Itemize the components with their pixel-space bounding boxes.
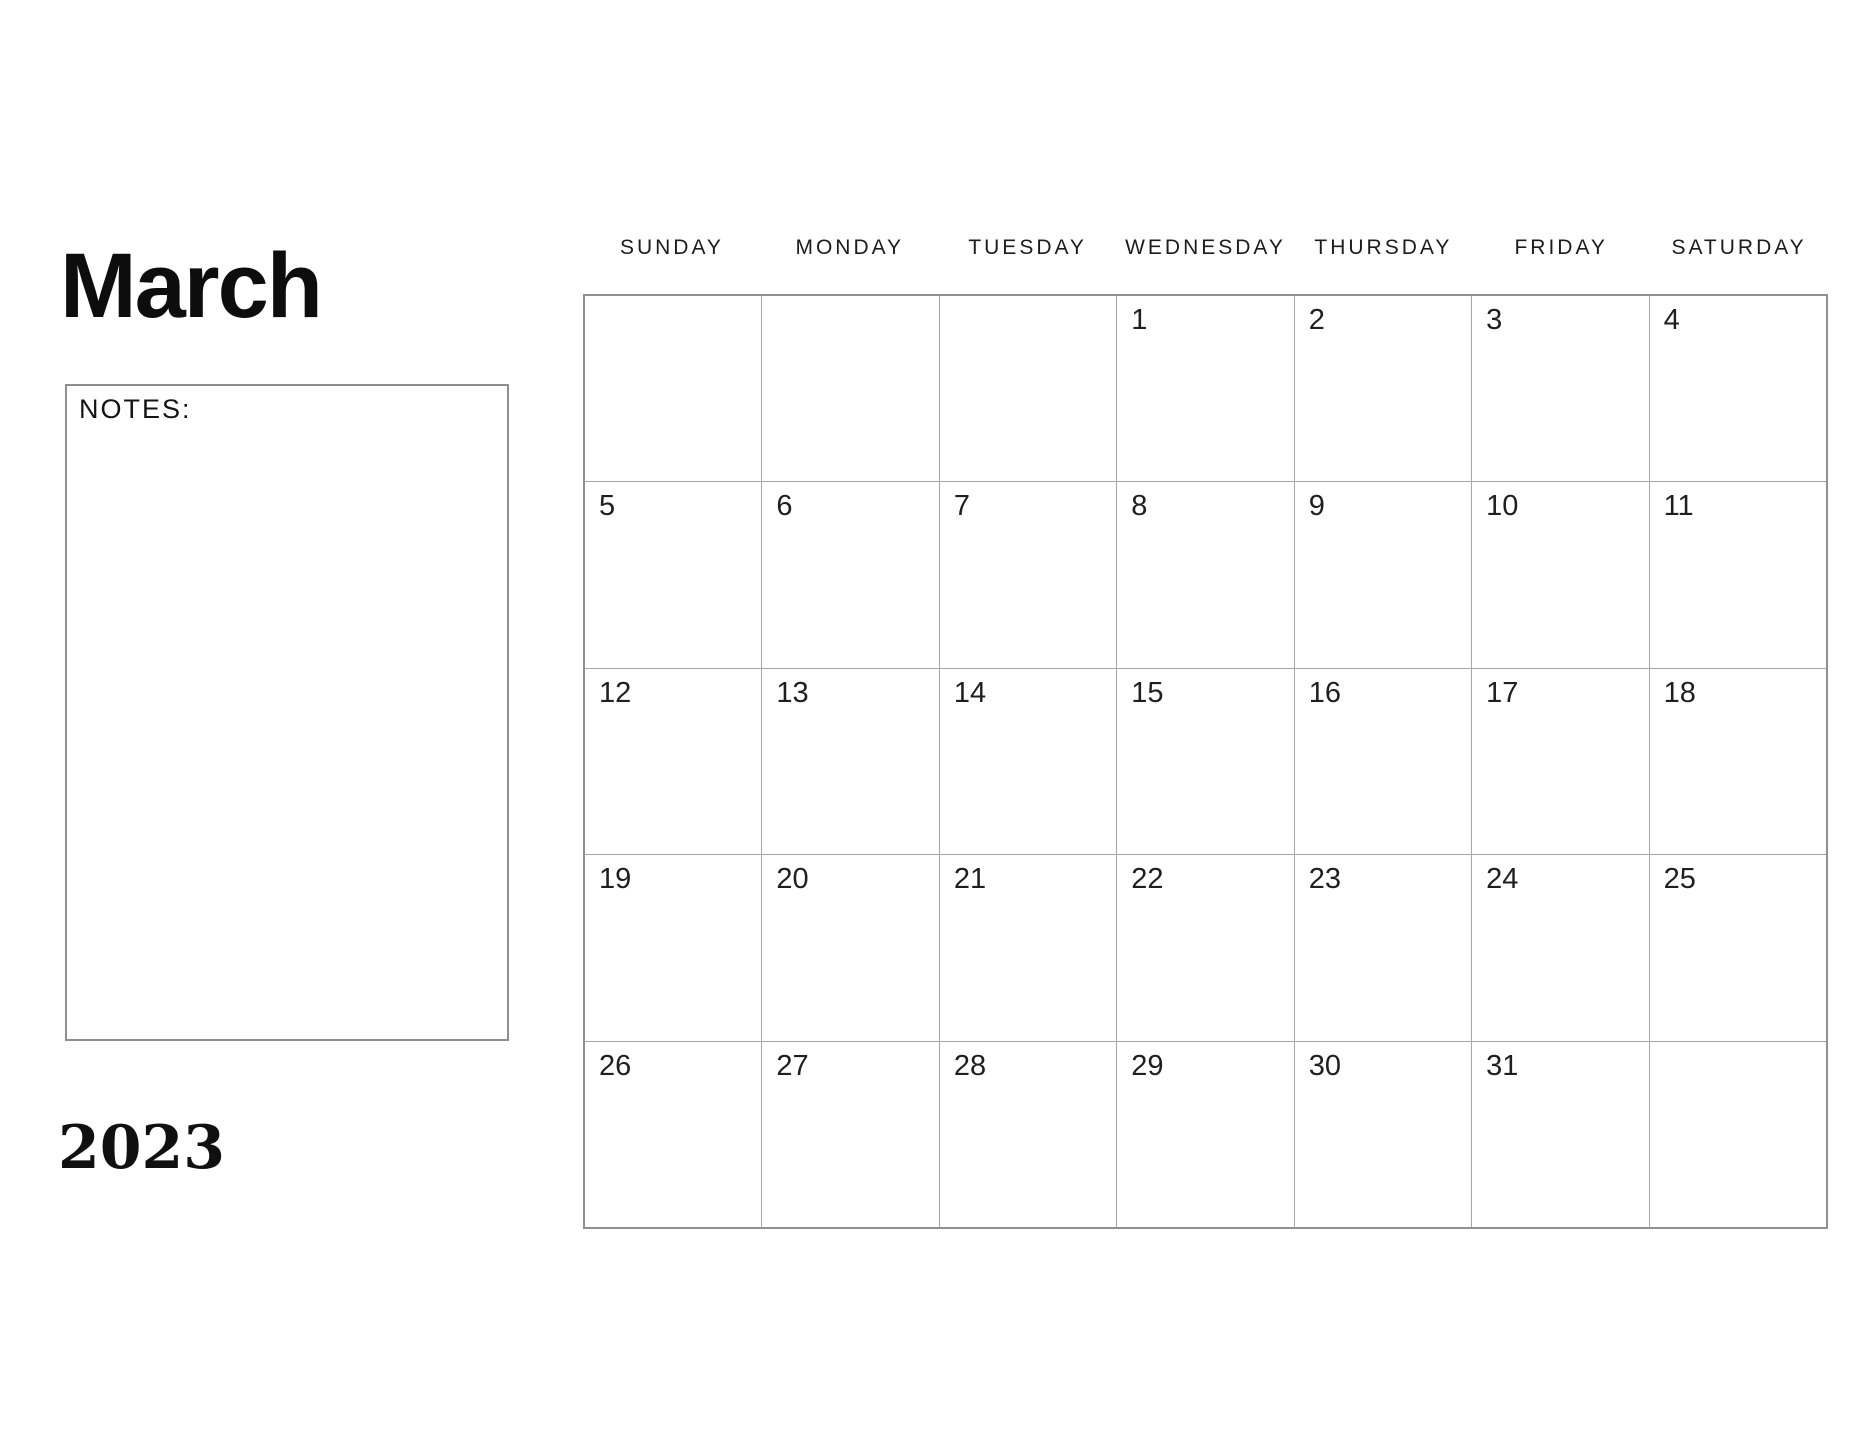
day-number: 10	[1486, 490, 1519, 523]
weekday-label: MONDAY	[795, 236, 905, 259]
weekday-label: SUNDAY	[619, 236, 724, 259]
day-number: 13	[776, 676, 809, 709]
day-cell	[1472, 296, 1648, 481]
day-cell	[1650, 296, 1826, 481]
day-cell	[1650, 855, 1826, 1040]
day-cell	[1117, 669, 1293, 854]
day-number: 28	[953, 1049, 987, 1082]
notes-box	[65, 384, 509, 1041]
day-number: 4	[1663, 304, 1680, 336]
day-cell	[762, 669, 938, 854]
day-cell	[585, 482, 761, 667]
day-cell	[1472, 1042, 1648, 1227]
day-number: 23	[1308, 863, 1341, 896]
day-cell	[585, 1042, 761, 1227]
day-cell	[940, 482, 1116, 667]
weekday-label: WEDNESDAY	[1125, 236, 1286, 259]
day-number: 25	[1663, 863, 1696, 896]
day-number: 5	[599, 490, 616, 523]
weekday-label: TUESDAY	[968, 236, 1087, 259]
day-cell	[1117, 1042, 1293, 1227]
day-number: 15	[1131, 676, 1164, 709]
day-number: 6	[776, 490, 793, 523]
weekday-label: THURSDAY	[1314, 236, 1453, 259]
day-cell	[1295, 482, 1471, 667]
day-number: 22	[1131, 863, 1164, 896]
day-cell-empty	[762, 296, 938, 481]
day-number: 8	[1131, 490, 1148, 523]
day-cell	[1295, 1042, 1471, 1227]
weekday-label: SATURDAY	[1671, 236, 1807, 259]
day-number: 19	[599, 863, 632, 896]
day-number: 14	[953, 676, 987, 709]
day-cell	[585, 855, 761, 1040]
day-number: 12	[599, 676, 632, 709]
day-cell	[1650, 669, 1826, 854]
day-number: 30	[1308, 1049, 1341, 1082]
day-cell-empty	[585, 296, 761, 481]
day-cell	[1117, 482, 1293, 667]
day-number: 31	[1486, 1049, 1519, 1082]
day-cell	[762, 1042, 938, 1227]
day-cell	[1472, 669, 1648, 854]
day-cell	[762, 482, 938, 667]
day-number: 1	[1131, 304, 1148, 336]
day-number: 18	[1663, 676, 1696, 709]
day-number: 7	[953, 490, 970, 523]
day-cell	[762, 855, 938, 1040]
day-cell	[940, 669, 1116, 854]
day-number: 27	[776, 1049, 809, 1082]
day-cell	[585, 669, 761, 854]
day-number: 16	[1308, 676, 1341, 709]
day-number: 9	[1308, 490, 1325, 523]
day-cell	[940, 1042, 1116, 1227]
day-number: 20	[776, 863, 809, 896]
day-cell-empty	[1650, 1042, 1826, 1227]
day-cell	[1117, 296, 1293, 481]
day-cell	[1472, 855, 1648, 1040]
day-cell-empty	[940, 296, 1116, 481]
day-cell	[1295, 669, 1471, 854]
day-cell	[1472, 482, 1648, 667]
notes-label: NOTES:	[79, 394, 192, 424]
day-number: 21	[953, 863, 987, 896]
day-number: 3	[1486, 304, 1503, 336]
day-number: 17	[1486, 676, 1519, 709]
day-cell	[940, 855, 1116, 1040]
day-number: 11	[1663, 490, 1694, 523]
weekday-row	[583, 236, 1828, 260]
day-cell	[1295, 296, 1471, 481]
day-number: 24	[1486, 863, 1519, 896]
month-title: March	[60, 234, 321, 337]
day-cell	[1295, 855, 1471, 1040]
day-cell	[1117, 855, 1293, 1040]
year-title: 2023	[58, 1113, 225, 1183]
day-number: 2	[1308, 304, 1325, 336]
day-cell	[1650, 482, 1826, 667]
calendar-grid	[583, 294, 1828, 1229]
day-number: 29	[1131, 1049, 1164, 1082]
weekday-label: FRIDAY	[1514, 236, 1608, 259]
day-number: 26	[599, 1049, 632, 1082]
